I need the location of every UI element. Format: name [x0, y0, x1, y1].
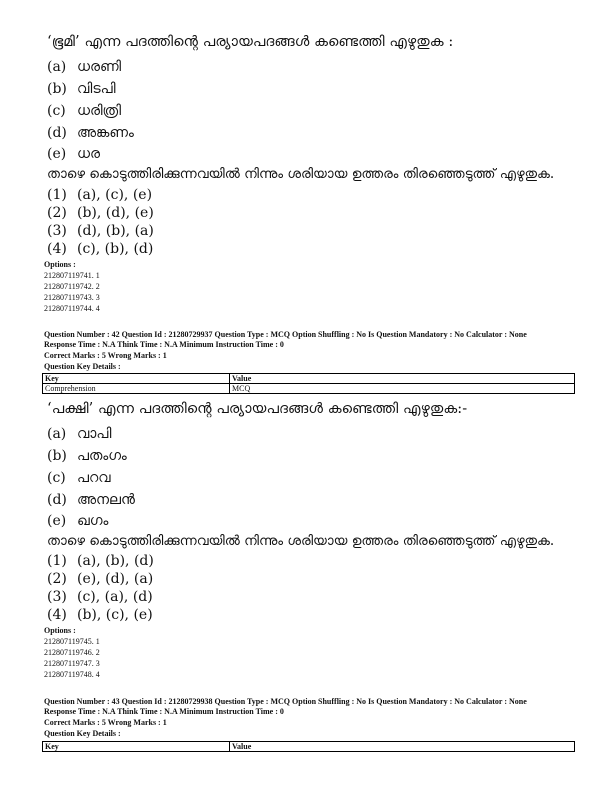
- value-cell: MCQ: [230, 384, 575, 394]
- q41-instruction: താഴെ കൊടുത്തിരിക്കുന്നവയിൽ നിന്നും ശരിയായ ഉത്തരം തിരഞ്ഞെടുത്ത് എഴുതുക.: [47, 166, 555, 182]
- q43-key-table: [42, 741, 575, 752]
- q41-answer-4: (4) (c), (b), (d): [47, 241, 154, 257]
- q42-options-heading: Options :: [44, 626, 76, 635]
- q41-option-id: 212807119742. 2: [44, 282, 100, 291]
- q41-answer-2: (2) (b), (d), (e): [47, 205, 154, 221]
- key-cell: Comprehension: [43, 384, 230, 394]
- q42-option-id: 212807119747. 3: [44, 659, 100, 668]
- q42-key-details: Question Key Details :: [44, 362, 121, 371]
- q42-choice-c: (c) പറവ: [47, 470, 111, 486]
- q41-choice-c: (c) ധരിത്രി: [47, 103, 122, 119]
- q43-meta-line1: Question Number : 43 Question Id : 21280729938 Question Type : MCQ Option Shuffling : No Is Question Mandatory : No Calculator : None: [44, 697, 527, 706]
- key-header: Key: [43, 374, 230, 384]
- value-header: Value: [230, 742, 575, 752]
- q41-answer-3: (3) (d), (b), (a): [47, 223, 154, 239]
- q42-choice-a: (a) വാപി: [47, 426, 112, 442]
- q42-marks: Correct Marks : 5 Wrong Marks : 1: [44, 351, 167, 360]
- q42-meta-line2: Response Time : N.A Think Time : N.A Minimum Instruction Time : 0: [44, 340, 284, 349]
- q43-meta-line2: Response Time : N.A Think Time : N.A Minimum Instruction Time : 0: [44, 707, 284, 716]
- q42-option-id: 212807119746. 2: [44, 648, 100, 657]
- q41-option-id: 212807119743. 3: [44, 293, 100, 302]
- q42-choice-e: (e) ഖഗം: [47, 513, 109, 529]
- q41-options-heading: Options :: [44, 260, 76, 269]
- key-header: Key: [43, 742, 230, 752]
- q42-choice-b: (b) പതംഗം: [47, 448, 127, 464]
- q42-key-table: [42, 373, 575, 394]
- q41-answer-1: (1) (a), (c), (e): [47, 187, 153, 203]
- q43-key-details: Question Key Details :: [44, 729, 121, 738]
- q42-answer-3: (3) (c), (a), (d): [47, 589, 153, 605]
- q41-choice-a: (a) ധരണി: [47, 59, 122, 75]
- q41-choice-d: (d) അങ്കണം: [47, 125, 134, 141]
- q42-option-id: 212807119748. 4: [44, 670, 100, 679]
- q42-answer-4: (4) (b), (c), (e): [47, 607, 153, 623]
- value-header: Value: [230, 374, 575, 384]
- q42-question-text: ‘പക്ഷി’ എന്ന പദത്തിന്റെ പര്യായപദങ്ങൾ കണ്ടെത്തി എഴുതുക:-: [47, 401, 468, 417]
- q42-choice-d: (d) അനലൻ: [47, 492, 135, 508]
- q42-answer-1: (1) (a), (b), (d): [47, 553, 154, 569]
- q41-option-id: 212807119744. 4: [44, 304, 100, 313]
- q42-instruction: താഴെ കൊടുത്തിരിക്കുന്നവയിൽ നിന്നും ശരിയായ ഉത്തരം തിരഞ്ഞെടുത്ത് എഴുതുക.: [47, 533, 555, 549]
- q42-option-id: 212807119745. 1: [44, 637, 100, 646]
- q42-meta-line1: Question Number : 42 Question Id : 21280729937 Question Type : MCQ Option Shuffling : No Is Question Mandatory : No Calculator : None: [44, 330, 527, 339]
- q41-choice-e: (e) ധര: [47, 146, 101, 162]
- q41-choice-b: (b) വിടപി: [47, 81, 116, 97]
- q43-marks: Correct Marks : 5 Wrong Marks : 1: [44, 718, 167, 727]
- q41-option-id: 212807119741. 1: [44, 271, 100, 280]
- q42-answer-2: (2) (e), (d), (a): [47, 571, 154, 587]
- q41-question-text: ‘ഭൂമി’ എന്ന പദത്തിന്റെ പര്യായപദങ്ങൾ കണ്ടെത്തി എഴുതുക :: [47, 34, 454, 50]
